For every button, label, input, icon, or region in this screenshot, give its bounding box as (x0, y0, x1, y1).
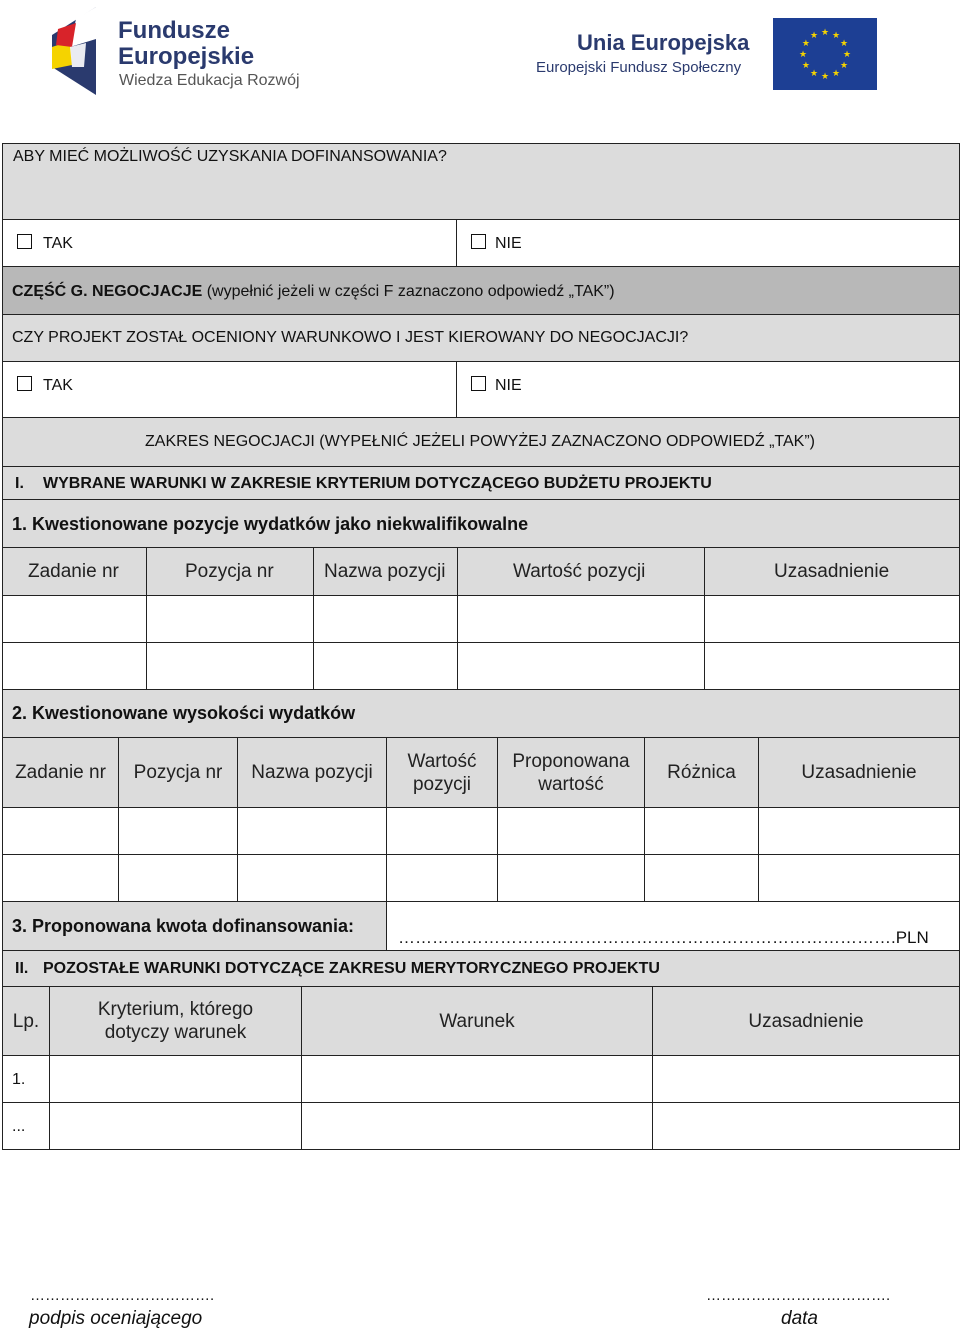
eu-star-icon: ★ (798, 49, 808, 59)
answer-row-2-no (456, 361, 960, 418)
section-2-row-1-justification[interactable] (652, 1055, 960, 1103)
sub1-row-1-name[interactable] (313, 595, 458, 643)
eu-star-icon: ★ (842, 49, 852, 59)
part-g-title-note: (wypełnić jeżeli w części F zaznaczono odpowiedź „TAK”) (206, 283, 615, 300)
answer-row-1-no (456, 219, 960, 267)
sub2-row-1-value[interactable] (386, 807, 498, 855)
question-f-text: ABY MIEĆ MOŻLIWOŚĆ UZYSKANIA DOFINANSOWANIA? (13, 148, 447, 165)
section-2-row-2-condition[interactable] (301, 1102, 653, 1150)
date-dots: ………………………………. (706, 1287, 891, 1304)
signature-label: podpis oceniającego (29, 1308, 203, 1329)
eu-star-icon: ★ (820, 71, 830, 81)
sub1-row-1-justification[interactable] (704, 595, 960, 643)
section-1-title: WYBRANE WARUNKI W ZAKRESIE KRYTERIUM DOTYCZĄCEGO BUDŻETU PROJEKTU (43, 475, 712, 492)
signature-dots: ………………………………. (30, 1287, 215, 1304)
sub2-col-task-label: Zadanie nr (15, 762, 106, 783)
sub2-col-difference-label: Różnica (667, 762, 736, 783)
eu-flag-icon (773, 18, 877, 90)
sub2-col-position-label: Pozycja nr (133, 762, 223, 783)
section-2-row-2-lp (2, 1102, 50, 1150)
sub2-col-name-label: Nazwa pozycji (251, 762, 373, 783)
sub2-title: 2. Kwestionowane wysokości wydatków (12, 703, 356, 723)
eu-star-icon: ★ (809, 29, 819, 40)
section-2-roman: II. (15, 960, 29, 977)
sub1-row-2-name[interactable] (313, 642, 458, 690)
sub2-row-1-difference[interactable] (644, 807, 759, 855)
date-label: data (781, 1308, 818, 1329)
sub1-row-2-position[interactable] (146, 642, 314, 690)
sub1-row-2-value[interactable] (457, 642, 705, 690)
part-g-title (12, 283, 615, 301)
section-2-row-1-number: 1. (12, 1071, 26, 1088)
sub2-row-1-name[interactable] (237, 807, 387, 855)
section-2-row-1-lp (2, 1055, 50, 1103)
part-g-question: CZY PROJEKT ZOSTAŁ OCENIONY WARUNKOWO I JEST KIEROWANY DO NEGOCJACJI? (12, 329, 689, 346)
sub2-row-1-position[interactable] (118, 807, 238, 855)
yes-checkbox-2[interactable] (17, 376, 32, 391)
sub2-row-2-position[interactable] (118, 854, 238, 902)
funds-logo (50, 5, 310, 100)
yes-label-1: TAK (43, 235, 73, 252)
section-2-row-2-criterion[interactable] (49, 1102, 302, 1150)
sub2-col-proposed-label: Proponowana wartość (512, 750, 630, 795)
eu-logo (535, 18, 880, 90)
section-2-col-lp-label: Lp. (12, 1010, 40, 1032)
eu-star-icon: ★ (840, 38, 849, 48)
sub2-col-value-label: Wartość pozycji (407, 750, 477, 795)
sub1-row-1-value[interactable] (457, 595, 705, 643)
sub1-row-2-task[interactable] (2, 642, 147, 690)
sub1-row-1-position[interactable] (146, 595, 314, 643)
sub1-col-name-label: Nazwa pozycji (324, 561, 446, 582)
funds-logo-line1: Fundusze (118, 17, 230, 44)
no-checkbox-1[interactable] (471, 234, 486, 249)
sub1-col-value-label: Wartość pozycji (513, 561, 646, 582)
yes-label-2: TAK (43, 377, 73, 394)
sub1-col-position-label: Pozycja nr (185, 561, 274, 582)
section-2-row-1-criterion[interactable] (49, 1055, 302, 1103)
eu-logo-line1: Unia Europejska (577, 30, 750, 55)
sub2-row-2-value[interactable] (386, 854, 498, 902)
funds-logo-line3: Wiedza Edukacja Rozwój (119, 72, 300, 89)
eu-star-icon: ★ (831, 29, 841, 40)
sub1-title: 1. Kwestionowane pozycje wydatków jako niekwalifikowalne (12, 514, 529, 534)
no-label-2: NIE (495, 377, 522, 394)
section-2-col-condition-label: Warunek (439, 1010, 515, 1032)
eu-logo-line2: Europejski Fundusz Społeczny (536, 59, 742, 76)
sub2-row-1-justification[interactable] (758, 807, 960, 855)
no-checkbox-2[interactable] (471, 376, 486, 391)
scope-title: ZAKRES NEGOCJACJI (WYPEŁNIĆ JEŻELI POWYŻEJ ZAZNACZONO ODPOWIEDŹ „TAK”) (145, 433, 815, 450)
eu-star-icon: ★ (801, 38, 810, 48)
section-2-title: POZOSTAŁE WARUNKI DOTYCZĄCE ZAKRESU MERYTORYCZNEGO PROJEKTU (43, 960, 660, 977)
section-2-col-justification-label: Uzasadnienie (748, 1010, 864, 1032)
eu-star-icon: ★ (809, 68, 819, 79)
sub2-row-2-difference[interactable] (644, 854, 759, 902)
sub1-col-task-label: Zadanie nr (28, 561, 119, 582)
sub3-value: …………………………………………………………………………….PLN (398, 928, 929, 947)
sub1-row-1-task[interactable] (2, 595, 147, 643)
sub2-row-1-task[interactable] (2, 807, 119, 855)
no-label-1: NIE (495, 235, 522, 252)
eu-star-icon: ★ (831, 68, 841, 79)
sub2-col-justification-label: Uzasadnienie (801, 762, 917, 783)
sub2-row-2-justification[interactable] (758, 854, 960, 902)
sub2-row-2-proposed[interactable] (497, 854, 645, 902)
sub2-row-1-proposed[interactable] (497, 807, 645, 855)
eu-star-icon: ★ (820, 27, 830, 37)
sub2-row-2-name[interactable] (237, 854, 387, 902)
section-1-roman: I. (15, 475, 24, 492)
funds-logo-icon (50, 5, 102, 97)
sub1-col-justification-label: Uzasadnienie (774, 561, 890, 582)
yes-checkbox-1[interactable] (17, 234, 32, 249)
part-g-title-bold: CZĘŚĆ G. NEGOCJACJE (12, 283, 203, 300)
eu-star-icon: ★ (801, 60, 810, 70)
section-2-col-criterion-label: Kryterium, którego dotyczy warunek (97, 999, 254, 1043)
funds-logo-line2: Europejskie (118, 43, 255, 70)
eu-star-icon: ★ (840, 60, 849, 70)
section-2-row-1-condition[interactable] (301, 1055, 653, 1103)
sub1-row-2-justification[interactable] (704, 642, 960, 690)
section-2-row-2-number: ... (12, 1118, 26, 1135)
sub3-title: 3. Proponowana kwota dofinansowania: (12, 916, 355, 936)
section-2-row-2-justification[interactable] (652, 1102, 960, 1150)
sub2-row-2-task[interactable] (2, 854, 119, 902)
